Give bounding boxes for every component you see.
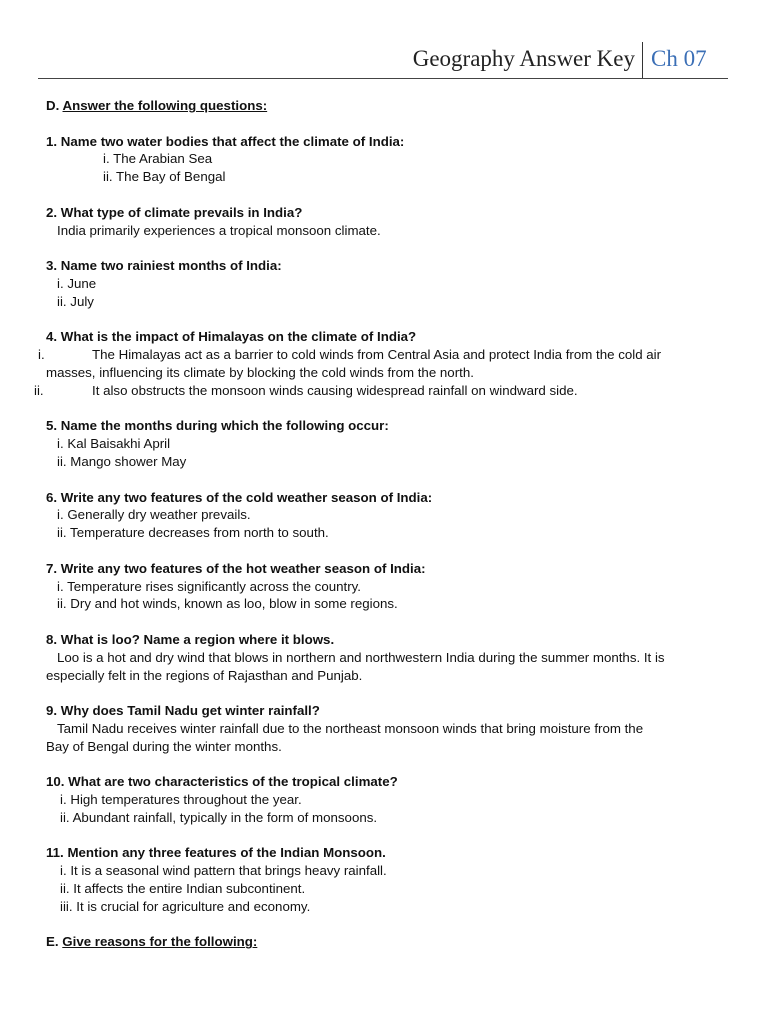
answer-8-line2: especially felt in the regions of Rajasthan and Punjab. [46, 667, 363, 683]
answer-6-ii: ii. Temperature decreases from north to south. [57, 525, 329, 541]
answer-1-ii: ii. The Bay of Bengal [103, 169, 226, 185]
answer-4-i-line1: The Himalayas act as a barrier to cold winds from Central Asia and protect India from the cold air [92, 347, 662, 363]
answer-7-ii: ii. Dry and hot winds, known as loo, blow in some regions. [57, 596, 398, 612]
answer-11-ii: ii. It affects the entire Indian subcontinent. [60, 881, 306, 897]
question-6: 6. Write any two features of the cold weather season of India: [46, 489, 433, 505]
question-3: 3. Name two rainiest months of India: [46, 258, 282, 274]
answer-9-line1: Tamil Nadu receives winter rainfall due to the northeast monsoon winds that bring moisture from the [57, 720, 644, 736]
section-e-heading [0, 933, 768, 951]
answer-8-line1: Loo is a hot and dry wind that blows in northern and northwestern India during the summer months. It is [57, 649, 665, 665]
answer-10-i: i. High temperatures throughout the year. [60, 792, 302, 808]
section-letter: E. [46, 934, 59, 950]
answer-4-i-line2: masses, influencing its climate by blocking the cold winds from the north. [46, 364, 474, 380]
answer-5-ii: ii. Mango shower May [57, 453, 187, 469]
answer-4-ii-text: It also obstructs the monsoon winds causing widespread rainfall on windward side. [92, 382, 578, 398]
question-11: 11. Mention any three features of the Indian Monsoon. [46, 845, 386, 861]
answer-4-ii [0, 382, 768, 400]
question-9: 9. Why does Tamil Nadu get winter rainfall? [46, 703, 320, 719]
section-title: Give reasons for the following: [62, 934, 258, 950]
header-title: Geography Answer Key [412, 46, 635, 71]
header-divider [642, 42, 643, 78]
answer-3-ii: ii. July [57, 293, 94, 309]
question-7: 7. Write any two features of the hot weather season of India: [46, 560, 426, 576]
question-1: 1. Name two water bodies that affect the climate of India: [46, 133, 405, 149]
list-marker: i. [38, 347, 45, 363]
question-4: 4. What is the impact of Himalayas on the climate of India? [46, 329, 417, 345]
answer-9-line2: Bay of Bengal during the winter months. [46, 738, 282, 754]
section-d-heading [0, 97, 768, 115]
header-rule [38, 78, 728, 79]
answer-4-i [0, 346, 768, 364]
answer-11-i: i. It is a seasonal wind pattern that brings heavy rainfall. [60, 863, 387, 879]
answer-1-i: i. The Arabian Sea [103, 151, 213, 167]
answer-11-iii: iii. It is crucial for agriculture and economy. [60, 898, 311, 914]
answer-6-i: i. Generally dry weather prevails. [57, 507, 251, 523]
question-5: 5. Name the months during which the following occur: [46, 418, 389, 434]
answer-content [0, 97, 768, 951]
answer-2: India primarily experiences a tropical monsoon climate. [57, 222, 381, 238]
section-letter: D. [46, 98, 60, 113]
answer-5-i: i. Kal Baisakhi April [57, 436, 171, 452]
list-marker: ii. [34, 382, 44, 398]
question-8: 8. What is loo? Name a region where it blows. [46, 631, 335, 647]
header-chapter: Ch 07 [651, 46, 707, 71]
answer-3-i: i. June [57, 275, 97, 291]
answer-10-ii: ii. Abundant rainfall, typically in the form of monsoons. [60, 809, 378, 825]
section-title: Answer the following questions: [62, 98, 268, 113]
question-2: 2. What type of climate prevails in India? [46, 204, 303, 220]
answer-7-i: i. Temperature rises significantly across the country. [57, 578, 361, 594]
question-10: 10. What are two characteristics of the tropical climate? [46, 774, 398, 790]
